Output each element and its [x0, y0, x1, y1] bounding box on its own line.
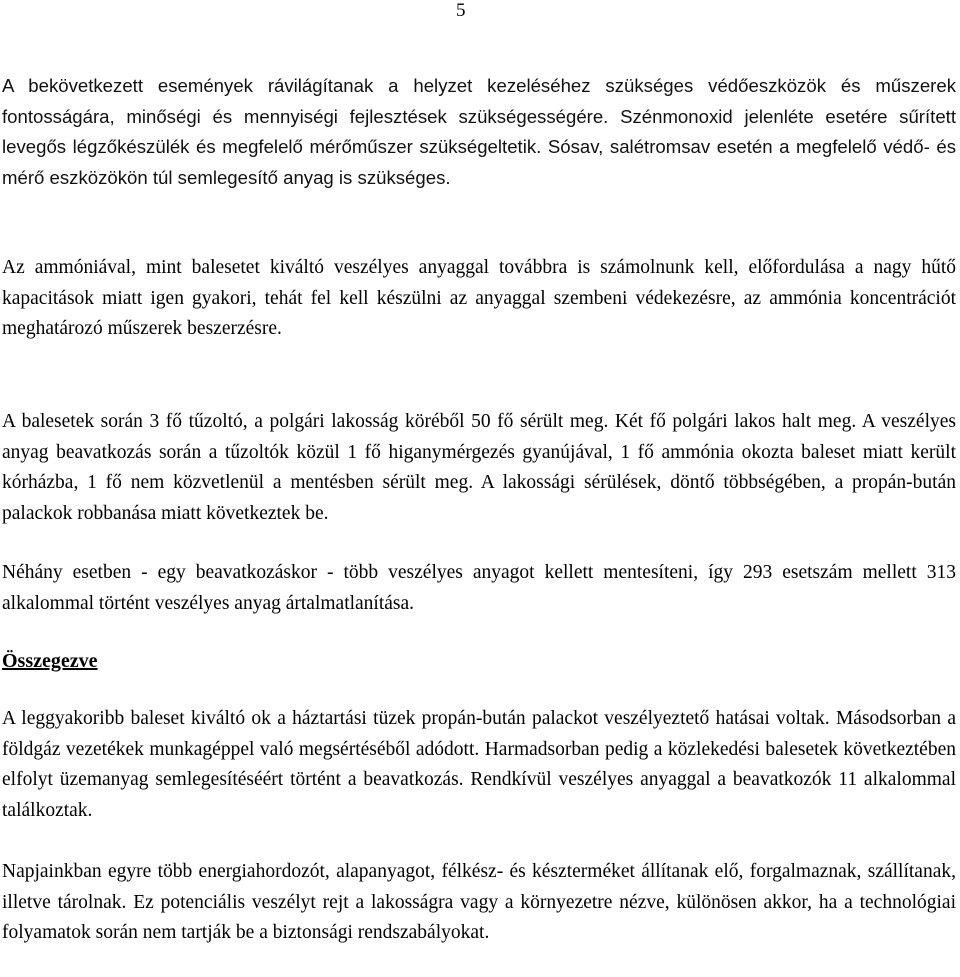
- paragraph-decontamination: Néhány esetben - egy beavatkozáskor - több veszélyes anyagot kellett mentesíteni, így 293 esetszám mellett 313 alkalommal történt veszélyes anyag ártalmatlanítása.: [2, 562, 956, 614]
- paragraph-summary-causes: A leggyakoribb baleset kiváltó ok a háztartási tüzek propán-bután palackot veszélyeztető hatásai voltak. Másodsorban a földgáz vezetékek munkagéppel való megsértéséből adódott. Harmadsorban pedig a közlekedési balesetek következtében elfolyt üzemanyag semlegesítéséért történt a beavatkozás. Rendkívül veszélyes anyaggal a beavatkozók 11 alkalommal találkoztak.: [2, 708, 956, 821]
- section-heading-summary: Összegezve: [2, 650, 98, 672]
- paragraph-injuries: A balesetek során 3 fő tűzoltó, a polgári lakosság köréből 50 fő sérült meg. Két fő polgári lakos halt meg. A veszélyes anyag beavatkozás során a tűzoltók közül 1 fő higanymérgezés gyanújával, 1 fő ammónia okozta baleset miatt került kórházba, 1 fő nem közvetlenül a mentésben sérült meg. A lakossági sérülések, döntő többségében, a propán-bután palackok robbanása miatt következtek be.: [2, 411, 956, 524]
- paragraph-summary-risks: Napjainkban egyre több energiahordozót, alapanyagot, félkész- és készterméket állítanak elő, forgalmaznak, szállítanak, illetve tárolnak. Ez potenciális veszélyt rejt a lakosságra vagy a környezetre nézve, különösen akkor, ha a technológiai folyamatok során nem tartják be a biztonsági rendszabályokat.: [2, 861, 956, 943]
- paragraph-ammonia: Az ammóniával, mint balesetet kiváltó veszélyes anyaggal továbbra is számolnunk kell, előfordulása a nagy hűtő kapacitások miatt igen gyakori, tehát fel kell készülni az anyaggal szembeni védekezésre, az ammónia koncentrációt meghatározó műszerek beszerzésre.: [2, 257, 956, 339]
- page-number: 5: [456, 0, 466, 21]
- paragraph-equipment-needs: A bekövetkezett események rávilágítanak a helyzet kezeléséhez szükséges védőeszközök és műszerek fontosságára, minőségi és mennyiségi fejlesztések szükségességére. Szénmonoxid jelenléte esetére sűrített levegős légzőkészülék és megfelelő mérőműszer szükségeltetik. Sósav, salétromsav esetén a megfelelő védő- és mérő eszközökön túl semlegesítő anyag is szükséges.: [2, 75, 956, 188]
